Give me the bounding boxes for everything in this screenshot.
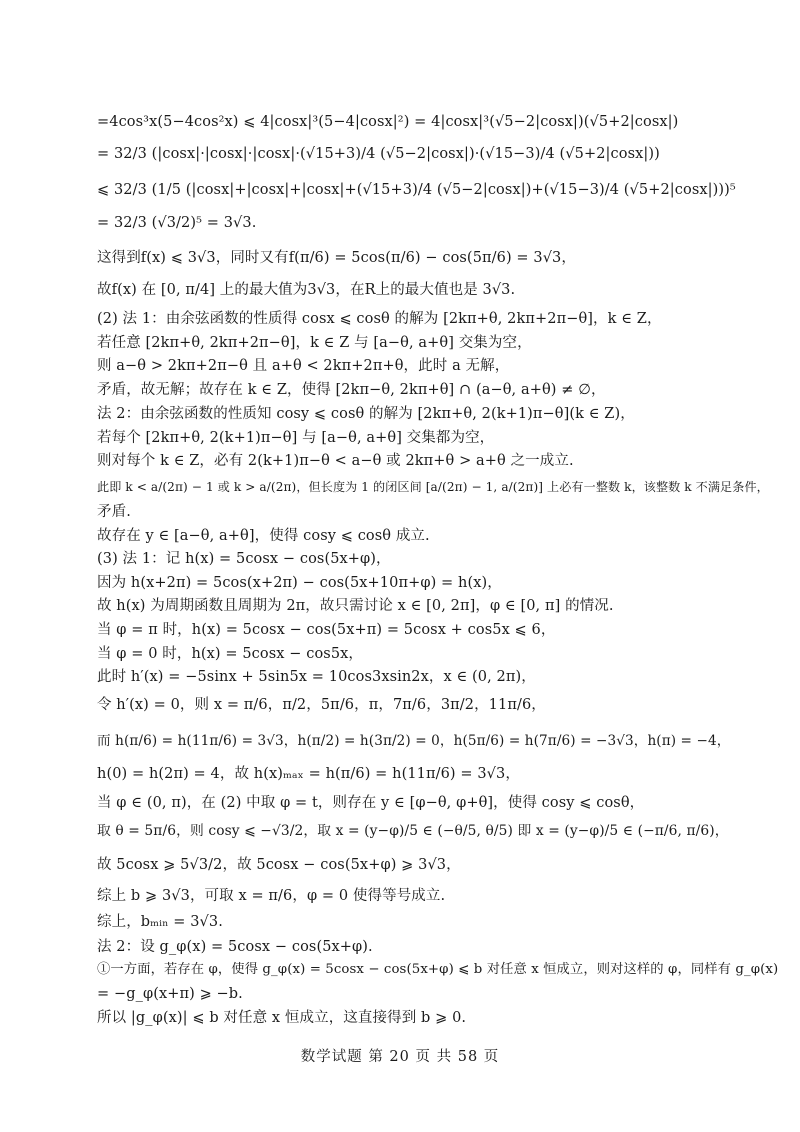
text-line: 当 φ ∈ (0, π)，在 (2) 中取 φ = t，则存在 y ∈ [φ−θ, φ+θ]，使得 cosy ⩽ cosθ， [97,795,645,811]
text-line: 综上，bₘᵢₙ = 3√3. [97,914,223,930]
text-line: 令 h′(x) = 0，则 x = π/6，π/2，5π/6，π，7π/6，3π/2，11π/6， [97,697,546,713]
text-line: h(0) = h(2π) = 4，故 h(x)ₘₐₓ = h(π/6) = h(11π/6) = 3√3， [97,766,520,782]
text-line: 矛盾，故无解；故存在 k ∈ Z，使得 [2kπ−θ, 2kπ+θ] ∩ (a−θ, a+θ) ≠ ∅， [97,382,606,398]
text-line: = −g_φ(x+π) ⩾ −b. [97,986,243,1002]
text-line: 而 h(π/6) = h(11π/6) = 3√3，h(π/2) = h(3π/2) = 0，h(5π/6) = h(7π/6) = −3√3，h(π) = −4， [97,733,731,749]
text-line: 法 2：设 g_φ(x) = 5cosx − cos(5x+φ). [97,939,373,955]
text-line: (2) 法 1：由余弦函数的性质得 cosx ⩽ cosθ 的解为 [2kπ+θ, 2kπ+2π−θ]，k ∈ Z， [97,311,662,327]
text-line: 若每个 [2kπ+θ, 2(k+1)π−θ] 与 [a−θ, a+θ] 交集都为空， [97,430,495,446]
text-line: 当 φ = π 时，h(x) = 5cosx − cos(5x+π) = 5cosx + cos5x ⩽ 6， [97,622,556,638]
text-line: 则 a−θ > 2kπ+2π−θ 且 a+θ < 2kπ+2π+θ，此时 a 无解， [97,358,510,374]
text-line: 若任意 [2kπ+θ, 2kπ+2π−θ]，k ∈ Z 与 [a−θ, a+θ] 交集为空， [97,335,532,351]
text-line: 这得到f(x) ⩽ 3√3，同时又有f(π/6) = 5cos(π/6) − cos(5π/6) = 3√3， [97,250,576,266]
text-line: 矛盾. [97,504,131,520]
text-line: 当 φ = 0 时，h(x) = 5cosx − cos5x， [97,646,364,662]
text-line: = 32/3 (|cosx|·|cosx|·|cosx|·(√15+3)/4 (√5−2|cosx|)·(√15−3)/4 (√5+2|cosx|)) [97,146,660,162]
text-line: =4cos³x(5−4cos²x) ⩽ 4|cosx|³(5−4|cosx|²) = 4|cosx|³(√5−2|cosx|)(√5+2|cosx|) [97,114,679,130]
text-line: 故 h(x) 为周期函数且周期为 2π，故只需讨论 x ∈ [0, 2π]，φ ∈ [0, π] 的情况. [97,598,614,614]
text-line: 故f(x) 在 [0, π/4] 上的最大值为3√3，在R上的最大值也是 3√3. [97,282,516,298]
text-line: ①一方面，若存在 φ，使得 g_φ(x) = 5cosx − cos(5x+φ) ⩽ b 对任意 x 恒成立，则对这样的 φ，同样有 g_φ(x) [97,962,779,977]
text-line: 法 2：由余弦函数的性质知 cosy ⩽ cosθ 的解为 [2kπ+θ, 2(k+1)π−θ](k ∈ Z)， [97,406,635,422]
text-line: 此即 k < a/(2π) − 1 或 k > a/(2π)，但长度为 1 的闭区间 [a/(2π) − 1, a/(2π)] 上必有一整数 k，该整数 k 不满足条件， [97,480,769,494]
text-line: 取 θ = 5π/6，则 cosy ⩽ −√3/2，取 x = (y−φ)/5 ∈ (−θ/5, θ/5) 即 x = (y−φ)/5 ∈ (−π/6, π/6)， [97,823,729,839]
page-footer: 数学试题 第 20 页 共 58 页 [300,1049,500,1065]
text-line: 此时 h′(x) = −5sinx + 5sin5x = 10cos3xsin2x，x ∈ (0, 2π)， [97,669,536,685]
text-line: ⩽ 32/3 (1/5 (|cosx|+|cosx|+|cosx|+(√15+3)/4 (√5−2|cosx|)+(√15−3)/4 (√5+2|cosx|)))⁵ [97,182,736,198]
text-line: = 32/3 (√3/2)⁵ = 3√3. [97,215,257,231]
text-line: 故 5cosx ⩾ 5√3/2，故 5cosx − cos(5x+φ) ⩾ 3√3， [97,857,461,873]
text-line: 故存在 y ∈ [a−θ, a+θ]，使得 cosy ⩽ cosθ 成立. [97,528,430,544]
text-line: 所以 |g_φ(x)| ⩽ b 对任意 x 恒成立，这直接得到 b ⩾ 0. [97,1010,467,1026]
text-line: 则对每个 k ∈ Z，必有 2(k+1)π−θ < a−θ 或 2kπ+θ > a+θ 之一成立. [97,453,574,469]
text-line: 综上 b ⩾ 3√3，可取 x = π/6，φ = 0 使得等号成立. [97,888,446,904]
text-line: 因为 h(x+2π) = 5cos(x+2π) − cos(5x+10π+φ) = h(x)， [97,575,502,591]
text-line: (3) 法 1：记 h(x) = 5cosx − cos(5x+φ)， [97,551,391,567]
